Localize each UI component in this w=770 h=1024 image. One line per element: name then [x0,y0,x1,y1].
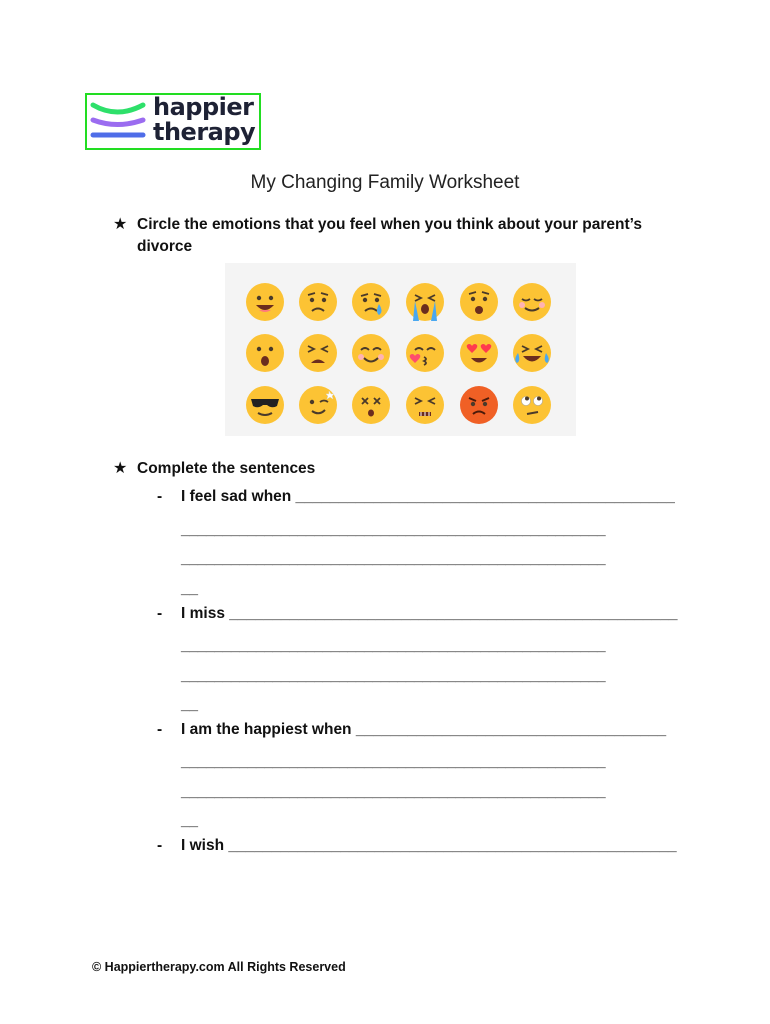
winking-face-icon[interactable] [298,385,338,425]
star-icon: ★ [113,460,128,477]
logo-line-2: therapy [153,118,256,146]
heart-eyes-face-icon[interactable] [459,333,499,373]
logo-wordmark [153,95,255,145]
crying-face-icon[interactable] [351,282,391,322]
emotion-grid [225,263,576,436]
answer-line[interactable]: ___________________________________________________ [181,637,606,654]
grinning-face-icon[interactable] [245,282,285,322]
logo-line-1: happier [153,93,254,121]
prompt-happiest[interactable]: I am the happiest when ____________________________________ [181,721,667,738]
answer-line[interactable]: ___________________________________________________ [181,753,606,770]
list-dash: - [157,837,163,854]
anxious-face-icon[interactable] [459,282,499,322]
relieved-face-icon[interactable] [512,282,552,322]
answer-line[interactable]: __ [181,580,198,597]
prompt-miss[interactable]: I miss ____________________________________________________ [181,605,678,622]
answer-line[interactable]: __ [181,812,198,829]
kissing-face-icon[interactable] [405,333,445,373]
footer-copyright: © Happiertherapy.com All Rights Reserved [92,960,346,974]
answer-line[interactable]: ___________________________________________________ [181,667,606,684]
instruction-circle-emotions: Circle the emotions that you feel when you think about your parent’s divorce [137,216,642,255]
persevering-face-icon[interactable] [405,385,445,425]
page-title: My Changing Family Worksheet [250,172,520,193]
dizzy-face-icon[interactable] [351,385,391,425]
prompt-sad[interactable]: I feel sad when ____________________________________________ [181,488,675,505]
answer-line[interactable]: ___________________________________________________ [181,783,606,800]
smiling-blush-face-icon[interactable] [351,333,391,373]
list-dash: - [157,721,163,738]
star-icon: ★ [113,216,128,233]
tears-of-joy-face-icon[interactable] [512,333,552,373]
tired-face-icon[interactable] [298,333,338,373]
prompt-wish[interactable]: I wish ____________________________________________________ [181,837,677,854]
angry-red-face-icon[interactable] [459,385,499,425]
worried-face-icon[interactable] [298,282,338,322]
answer-line[interactable]: ___________________________________________________ [181,521,606,538]
list-dash: - [157,488,163,505]
surprised-face-icon[interactable] [245,333,285,373]
instruction-complete-sentences: Complete the sentences [137,460,316,477]
loudly-crying-face-icon[interactable] [405,282,445,322]
answer-line[interactable]: ___________________________________________________ [181,550,606,567]
answer-line[interactable]: __ [181,696,198,713]
logo [85,93,261,150]
sunglasses-face-icon[interactable] [245,385,285,425]
eye-roll-face-icon[interactable] [512,385,552,425]
list-dash: - [157,605,163,622]
